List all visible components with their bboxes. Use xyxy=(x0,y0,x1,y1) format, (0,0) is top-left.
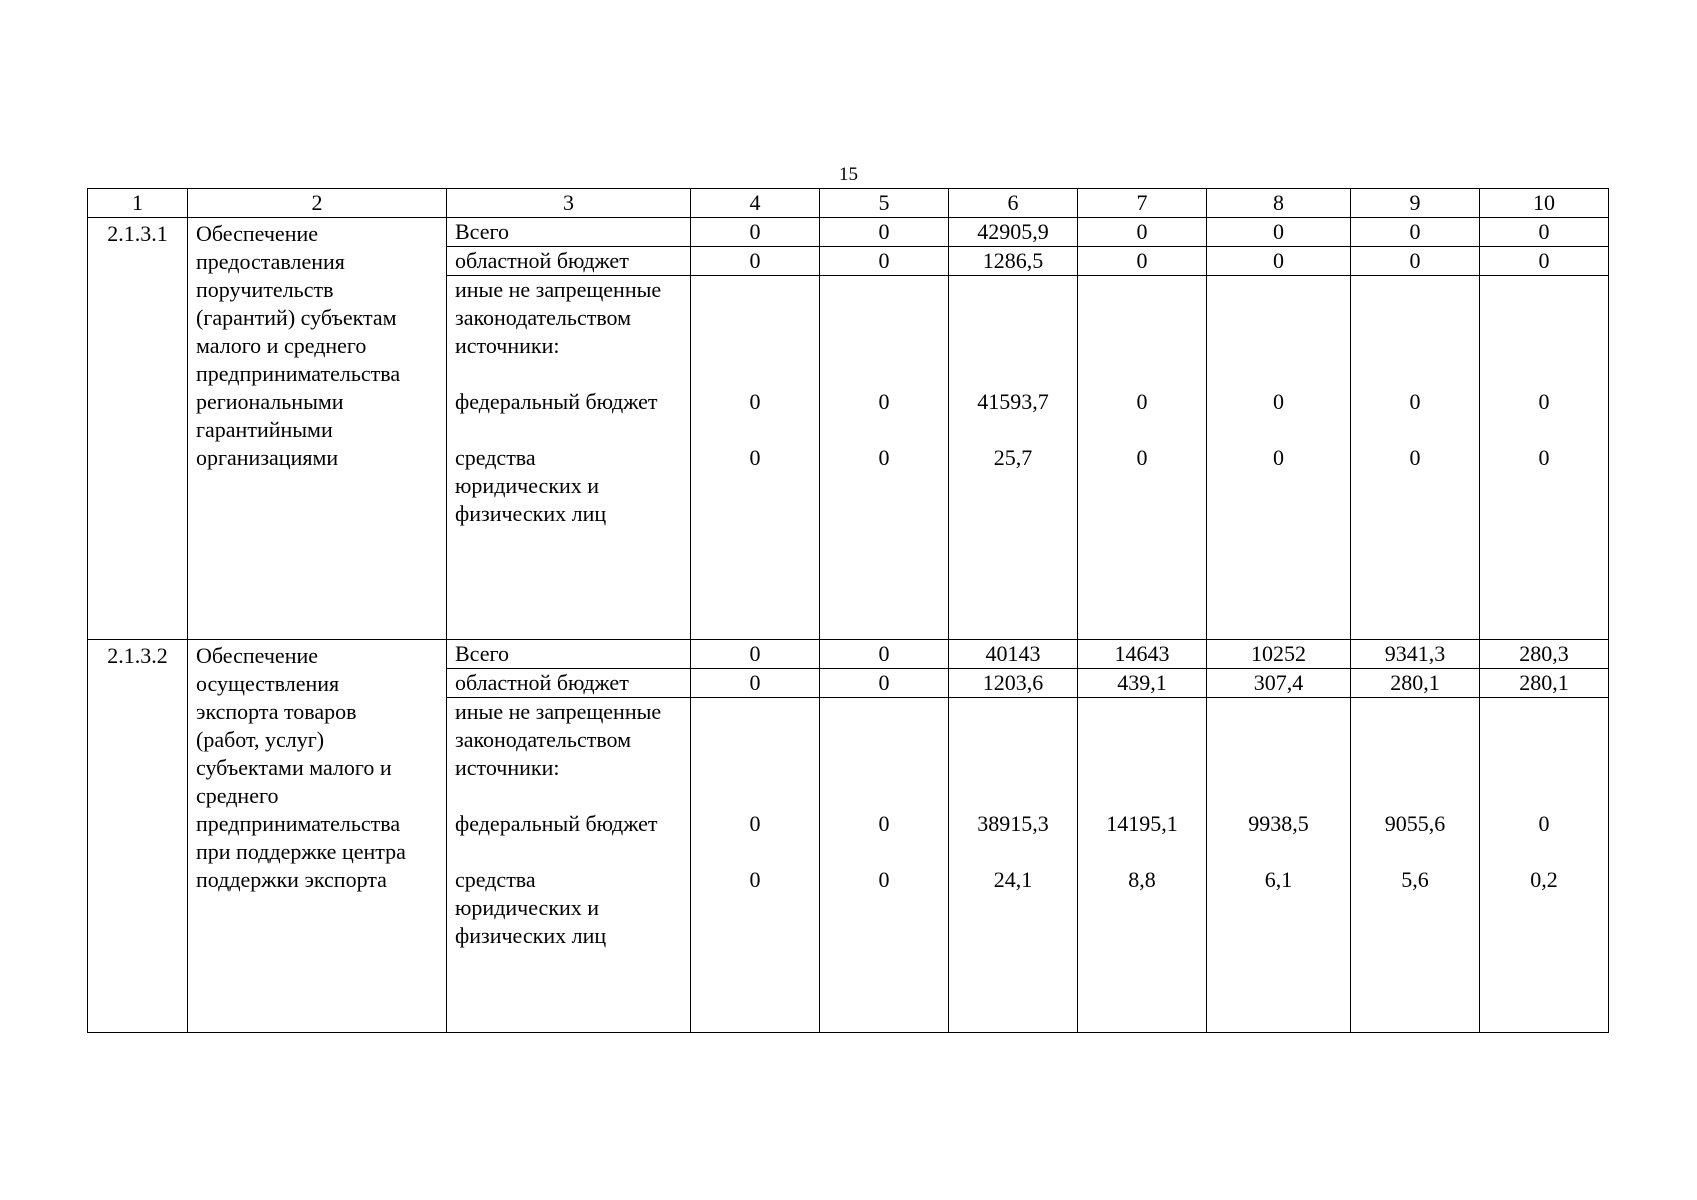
value-cell: 280,1 xyxy=(1351,669,1480,698)
item-code: 2.1.3.1 xyxy=(88,218,188,640)
source-line-legal: физических лиц xyxy=(455,923,607,948)
value-cell: 1286,5 xyxy=(949,247,1078,276)
value-cell: 0 xyxy=(691,640,820,669)
value-cell: 0 xyxy=(691,247,820,276)
source-line: источники: xyxy=(455,333,560,358)
value-legal: 24,1 xyxy=(993,867,1033,892)
value-federal: 0 xyxy=(1136,389,1148,414)
source-line: законодательством xyxy=(455,727,632,752)
item-name xyxy=(188,640,447,1033)
value-federal: 41593,7 xyxy=(977,389,1049,414)
item-name xyxy=(188,218,447,640)
value-federal: 0 xyxy=(1538,811,1550,836)
source-line: иные не запрещенные xyxy=(455,277,662,302)
header-cell: 2 xyxy=(188,189,447,218)
source-block xyxy=(447,276,691,640)
item-name-line: (работ, услуг) xyxy=(196,727,325,752)
value-block xyxy=(1078,698,1207,1033)
source-line: законодательством xyxy=(455,305,632,330)
source-line-legal: юридических и xyxy=(455,895,600,920)
value-cell: 0 xyxy=(1207,247,1351,276)
value-legal: 5,6 xyxy=(1401,867,1429,892)
value-federal: 14195,1 xyxy=(1106,811,1178,836)
value-cell: 0 xyxy=(1207,218,1351,247)
source-line-legal: средства xyxy=(455,867,536,892)
value-federal: 38915,3 xyxy=(977,811,1049,836)
value-cell: 0 xyxy=(1480,247,1609,276)
value-legal: 0 xyxy=(1273,445,1284,470)
header-cell: 10 xyxy=(1480,189,1609,218)
value-legal: 0 xyxy=(749,445,761,470)
source-line-legal: средства xyxy=(455,445,536,470)
item-name-line: Обеспечение xyxy=(196,221,318,246)
item-name-line: региональными xyxy=(196,389,344,414)
value-cell: 0 xyxy=(820,640,949,669)
item-code: 2.1.3.2 xyxy=(88,640,188,1033)
value-cell: 1203,6 xyxy=(949,669,1078,698)
header-cell: 6 xyxy=(949,189,1078,218)
value-cell: 307,4 xyxy=(1207,669,1351,698)
value-legal: 0 xyxy=(749,867,761,892)
table-row-total xyxy=(88,218,1609,247)
item-name-line: предоставления xyxy=(196,249,345,274)
value-legal: 0,2 xyxy=(1530,867,1558,892)
value-block xyxy=(820,276,949,640)
source-label: Всего xyxy=(447,640,691,669)
table-row-total xyxy=(88,640,1609,669)
item-name-line: Обеспечение xyxy=(196,643,318,668)
value-legal: 0 xyxy=(1136,445,1148,470)
value-legal: 0 xyxy=(878,867,890,892)
value-block xyxy=(949,276,1078,640)
value-cell: 0 xyxy=(1351,218,1480,247)
value-block xyxy=(1351,276,1480,640)
value-federal: 0 xyxy=(1538,389,1550,414)
value-cell: 280,3 xyxy=(1480,640,1609,669)
header-cell: 3 xyxy=(447,189,691,218)
item-name-line: поддержки экспорта xyxy=(196,867,387,892)
header-cell: 9 xyxy=(1351,189,1480,218)
value-cell: 0 xyxy=(691,669,820,698)
value-federal: 0 xyxy=(1409,389,1421,414)
item-name-line: поручительств xyxy=(196,277,334,302)
value-federal: 9055,6 xyxy=(1384,811,1446,836)
header-cell: 5 xyxy=(820,189,949,218)
value-block xyxy=(1207,276,1351,640)
item-name-line: предпринимательства xyxy=(196,361,401,386)
value-federal: 0 xyxy=(749,389,761,414)
value-cell: 0 xyxy=(1351,247,1480,276)
source-line-federal: федеральный бюджет xyxy=(455,811,658,836)
value-cell: 9341,3 xyxy=(1351,640,1480,669)
value-legal: 25,7 xyxy=(993,445,1033,470)
source-label: областной бюджет xyxy=(447,247,691,276)
source-line-legal: физических лиц xyxy=(455,501,607,526)
item-name-line: гарантийными xyxy=(196,417,333,442)
source-label: областной бюджет xyxy=(447,669,691,698)
value-legal: 0 xyxy=(1538,445,1550,470)
value-legal: 0 xyxy=(1409,445,1421,470)
item-name-line: при поддержке центра xyxy=(196,839,406,864)
source-line-federal: федеральный бюджет xyxy=(455,389,658,414)
value-federal: 0 xyxy=(878,811,890,836)
source-line: источники: xyxy=(455,755,560,780)
value-federal: 9938,5 xyxy=(1248,811,1309,836)
value-block xyxy=(1078,276,1207,640)
item-name-line: осуществления xyxy=(196,671,340,696)
value-federal: 0 xyxy=(1273,389,1284,414)
source-label: Всего xyxy=(447,218,691,247)
value-block xyxy=(691,698,820,1033)
value-cell: 0 xyxy=(1078,218,1207,247)
value-block xyxy=(1351,698,1480,1033)
value-block xyxy=(691,276,820,640)
value-block xyxy=(820,698,949,1033)
source-line-legal: юридических и xyxy=(455,473,600,498)
item-name-line: экспорта товаров xyxy=(196,699,357,724)
page-number: 15 xyxy=(839,164,858,185)
header-cell: 7 xyxy=(1078,189,1207,218)
value-cell: 42905,9 xyxy=(949,218,1078,247)
header-cell: 8 xyxy=(1207,189,1351,218)
item-name-line: малого и среднего xyxy=(196,333,367,358)
value-cell: 40143 xyxy=(949,640,1078,669)
header-cell: 4 xyxy=(691,189,820,218)
value-cell: 0 xyxy=(820,247,949,276)
value-federal: 0 xyxy=(749,811,761,836)
value-cell: 439,1 xyxy=(1078,669,1207,698)
item-name-line: субъектами малого и xyxy=(196,755,392,780)
value-cell: 0 xyxy=(1078,247,1207,276)
value-legal: 6,1 xyxy=(1264,867,1293,892)
value-cell: 280,1 xyxy=(1480,669,1609,698)
item-name-line: организациями xyxy=(196,445,339,470)
value-legal: 8,8 xyxy=(1128,867,1156,892)
value-cell: 0 xyxy=(820,218,949,247)
budget-table xyxy=(87,188,1609,1033)
source-block xyxy=(447,698,691,1033)
value-cell: 0 xyxy=(1480,218,1609,247)
value-cell: 14643 xyxy=(1078,640,1207,669)
source-line: иные не запрещенные xyxy=(455,699,662,724)
value-block xyxy=(949,698,1078,1033)
value-cell: 0 xyxy=(691,218,820,247)
value-cell: 10252 xyxy=(1207,640,1351,669)
item-name-line: (гарантий) субъектам xyxy=(196,305,397,330)
header-row xyxy=(88,189,1609,218)
item-name-line: предпринимательства xyxy=(196,811,401,836)
value-legal: 0 xyxy=(878,445,890,470)
value-block xyxy=(1480,698,1609,1033)
header-cell: 1 xyxy=(88,189,188,218)
value-cell: 0 xyxy=(820,669,949,698)
value-block xyxy=(1480,276,1609,640)
value-block xyxy=(1207,698,1351,1033)
value-federal: 0 xyxy=(878,389,890,414)
item-name-line: среднего xyxy=(196,783,279,808)
